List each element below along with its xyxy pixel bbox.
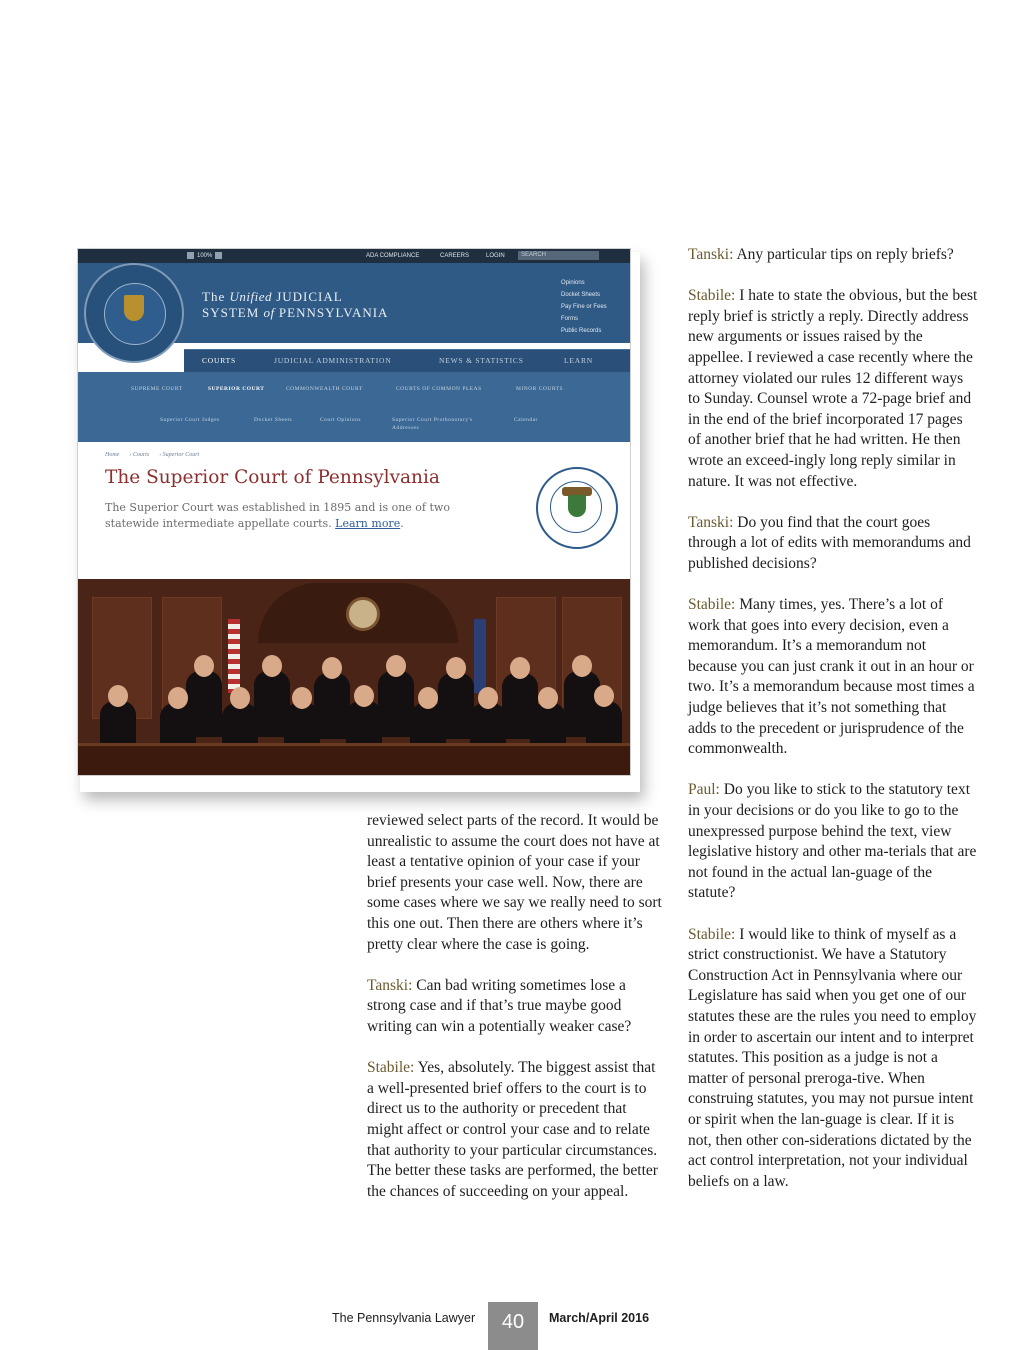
careers-link: CAREERS [440, 253, 470, 259]
main-nav [184, 349, 630, 372]
page-title: The Superior Court of Pennsylvania [105, 467, 440, 488]
nav-learn: LEARN [564, 356, 593, 365]
article-paragraph: Tanski: Do you find that the court goes through a lot of edits with memorandums and published decisions? [688, 513, 971, 572]
speaker-label: Stabile: [688, 287, 736, 305]
quick-link-forms: Forms [561, 316, 578, 322]
quick-link-public-records: Public Records [561, 328, 602, 334]
article-paragraph: Tanski: Any particular tips on reply briefs? [688, 246, 954, 263]
article-paragraph: Stabile: Yes, absolutely. The biggest assist that a well-presented brief offers to the court is to direct us to the authority or precedent that might affect or control your case and to relate that authority to your particular circumstances. The better these tasks are performed, the better the chances of succeeding on your appeal. [367, 1059, 658, 1200]
supreme-court-seal-icon [84, 263, 184, 363]
speaker-label: Stabile: [367, 1059, 415, 1077]
article-paragraph: Stabile: Many times, yes. There’s a lot of work that goes into every decision, even a memorandum. It’s a memorandum not because you can just crank it out in an hour or two. It’s a memorandum because most times a judge believes that it’s not something that adds to the precedent or jurisprudence of the commonwealth. [688, 596, 975, 758]
article-middle-column [367, 811, 663, 1223]
subnav-addresses: Addresses [392, 425, 420, 431]
article-paragraph: Stabile: I hate to state the obvious, but the best reply brief is strictly a reply. Directly address new arguments or issues raised by the appellee. I reviewed a case recently where the attorney violated our rules 12 different ways to Sunday. Counsel wrote a 72-page brief and in the end of the brief incorporated 17 pages of another brief that he had written. He then wrote an exceed-ingly long reply similar in nature. It was not effective. [688, 287, 978, 490]
zoom-out-icon [187, 252, 194, 259]
state-flag-icon [474, 619, 486, 693]
learn-more-link: Learn more [335, 517, 401, 530]
speaker-label: Tanski: [688, 246, 734, 263]
article-paragraph: reviewed select parts of the record. It would be unrealistic to assume the court does not have at least a tentative opinion of your case if your brief presents your case well. Now, there are some cases where we say we really need to sort this one out. Then there are others where it’s pretty clear where the case is going. [367, 812, 662, 953]
quick-links [561, 277, 607, 337]
courtroom-seal-icon [346, 597, 380, 631]
search-box: SEARCH [518, 251, 599, 260]
website-screenshot-figure [77, 248, 631, 776]
zoom-control [184, 252, 225, 259]
page-number: 40 [488, 1302, 538, 1350]
court-nav-commonwealth: COMMONWEALTH COURT [286, 386, 363, 392]
subnav-calendar: Calendar [514, 417, 538, 423]
login-link: LOGIN [486, 253, 505, 259]
zoom-in-icon [215, 252, 222, 259]
nav-news-statistics: NEWS & STATISTICS [439, 356, 524, 365]
nav-courts: COURTS [202, 356, 236, 365]
court-nav-common-pleas: COURTS OF COMMON PLEAS [396, 386, 482, 392]
ada-link: ADA COMPLIANCE [366, 253, 420, 259]
article-paragraph: Stabile: I would like to think of myself as a strict constructionist. We have a Statutory Construction Act in Pennsylvania where our Legislature has said when you get one of our statutes these are the rules you need to employ in order to ascertain our intent and to interpret statutes. This position as a judge is not a matter of personal preroga-tive. When construing statutes, you may not pursue intent or spirit when the lan-guage is clear. If it is not, then other con-siderations dictated by the act control interpretation, not your individual beliefs on a law. [688, 925, 977, 1190]
judges-group-photo [78, 579, 630, 775]
article-right-column [688, 245, 978, 1213]
zoom-level: 100% [197, 253, 213, 260]
subnav-prothonotary: Superior Court Prothonotary's [392, 417, 473, 423]
speaker-label: Tanski: [367, 976, 413, 994]
site-title: The Unified JUDICIAL SYSTEM of PENNSYLVANIA [202, 289, 389, 320]
speaker-label: Stabile: [688, 925, 736, 943]
site-topbar [78, 249, 630, 263]
us-flag-icon [228, 619, 240, 693]
quick-link-docket: Docket Sheets [561, 292, 601, 298]
article-paragraph: Paul: Do you like to stick to the statutory text in your decisions or do you like to go to the unexpressed purpose behind the text, view legislative history and other ma-terials that are not found in the actual lan-guage of the statute? [688, 781, 977, 902]
court-nav-minor: MINOR COURTS [516, 386, 564, 392]
article-paragraph: Tanski: Can bad writing sometimes lose a strong case and if that’s true maybe good writing can win a potentially weaker case? [367, 976, 632, 1035]
footer-issue-date: March/April 2016 [549, 1311, 650, 1325]
subnav-opinions: Court Opinions [320, 417, 362, 423]
speaker-label: Stabile: [688, 596, 736, 614]
court-nav-supreme: SUPREME COURT [131, 386, 183, 392]
footer-publication: The Pennsylvania Lawyer [332, 1311, 476, 1325]
court-nav-superior: SUPERIOR COURT [208, 386, 265, 392]
court-description: The Superior Court was established in 1895 and is one of two statewide intermediate appellate courts. Learn more. [105, 501, 450, 530]
court-subnav [78, 372, 630, 442]
speaker-label: Tanski: [688, 513, 734, 531]
subnav-judges: Superior Court Judges [160, 417, 220, 423]
speaker-label: Paul: [688, 781, 720, 799]
breadcrumb: Home › Courts › Superior Court [105, 452, 200, 458]
subnav-docket: Docket Sheets [254, 417, 293, 423]
quick-link-opinions: Opinions [561, 280, 585, 286]
quick-link-pay-fines: Pay Fine or Fees [561, 304, 607, 310]
site-content [78, 442, 630, 579]
nav-judicial-administration: JUDICIAL ADMINISTRATION [274, 356, 392, 365]
superior-court-seal-icon [536, 467, 618, 549]
